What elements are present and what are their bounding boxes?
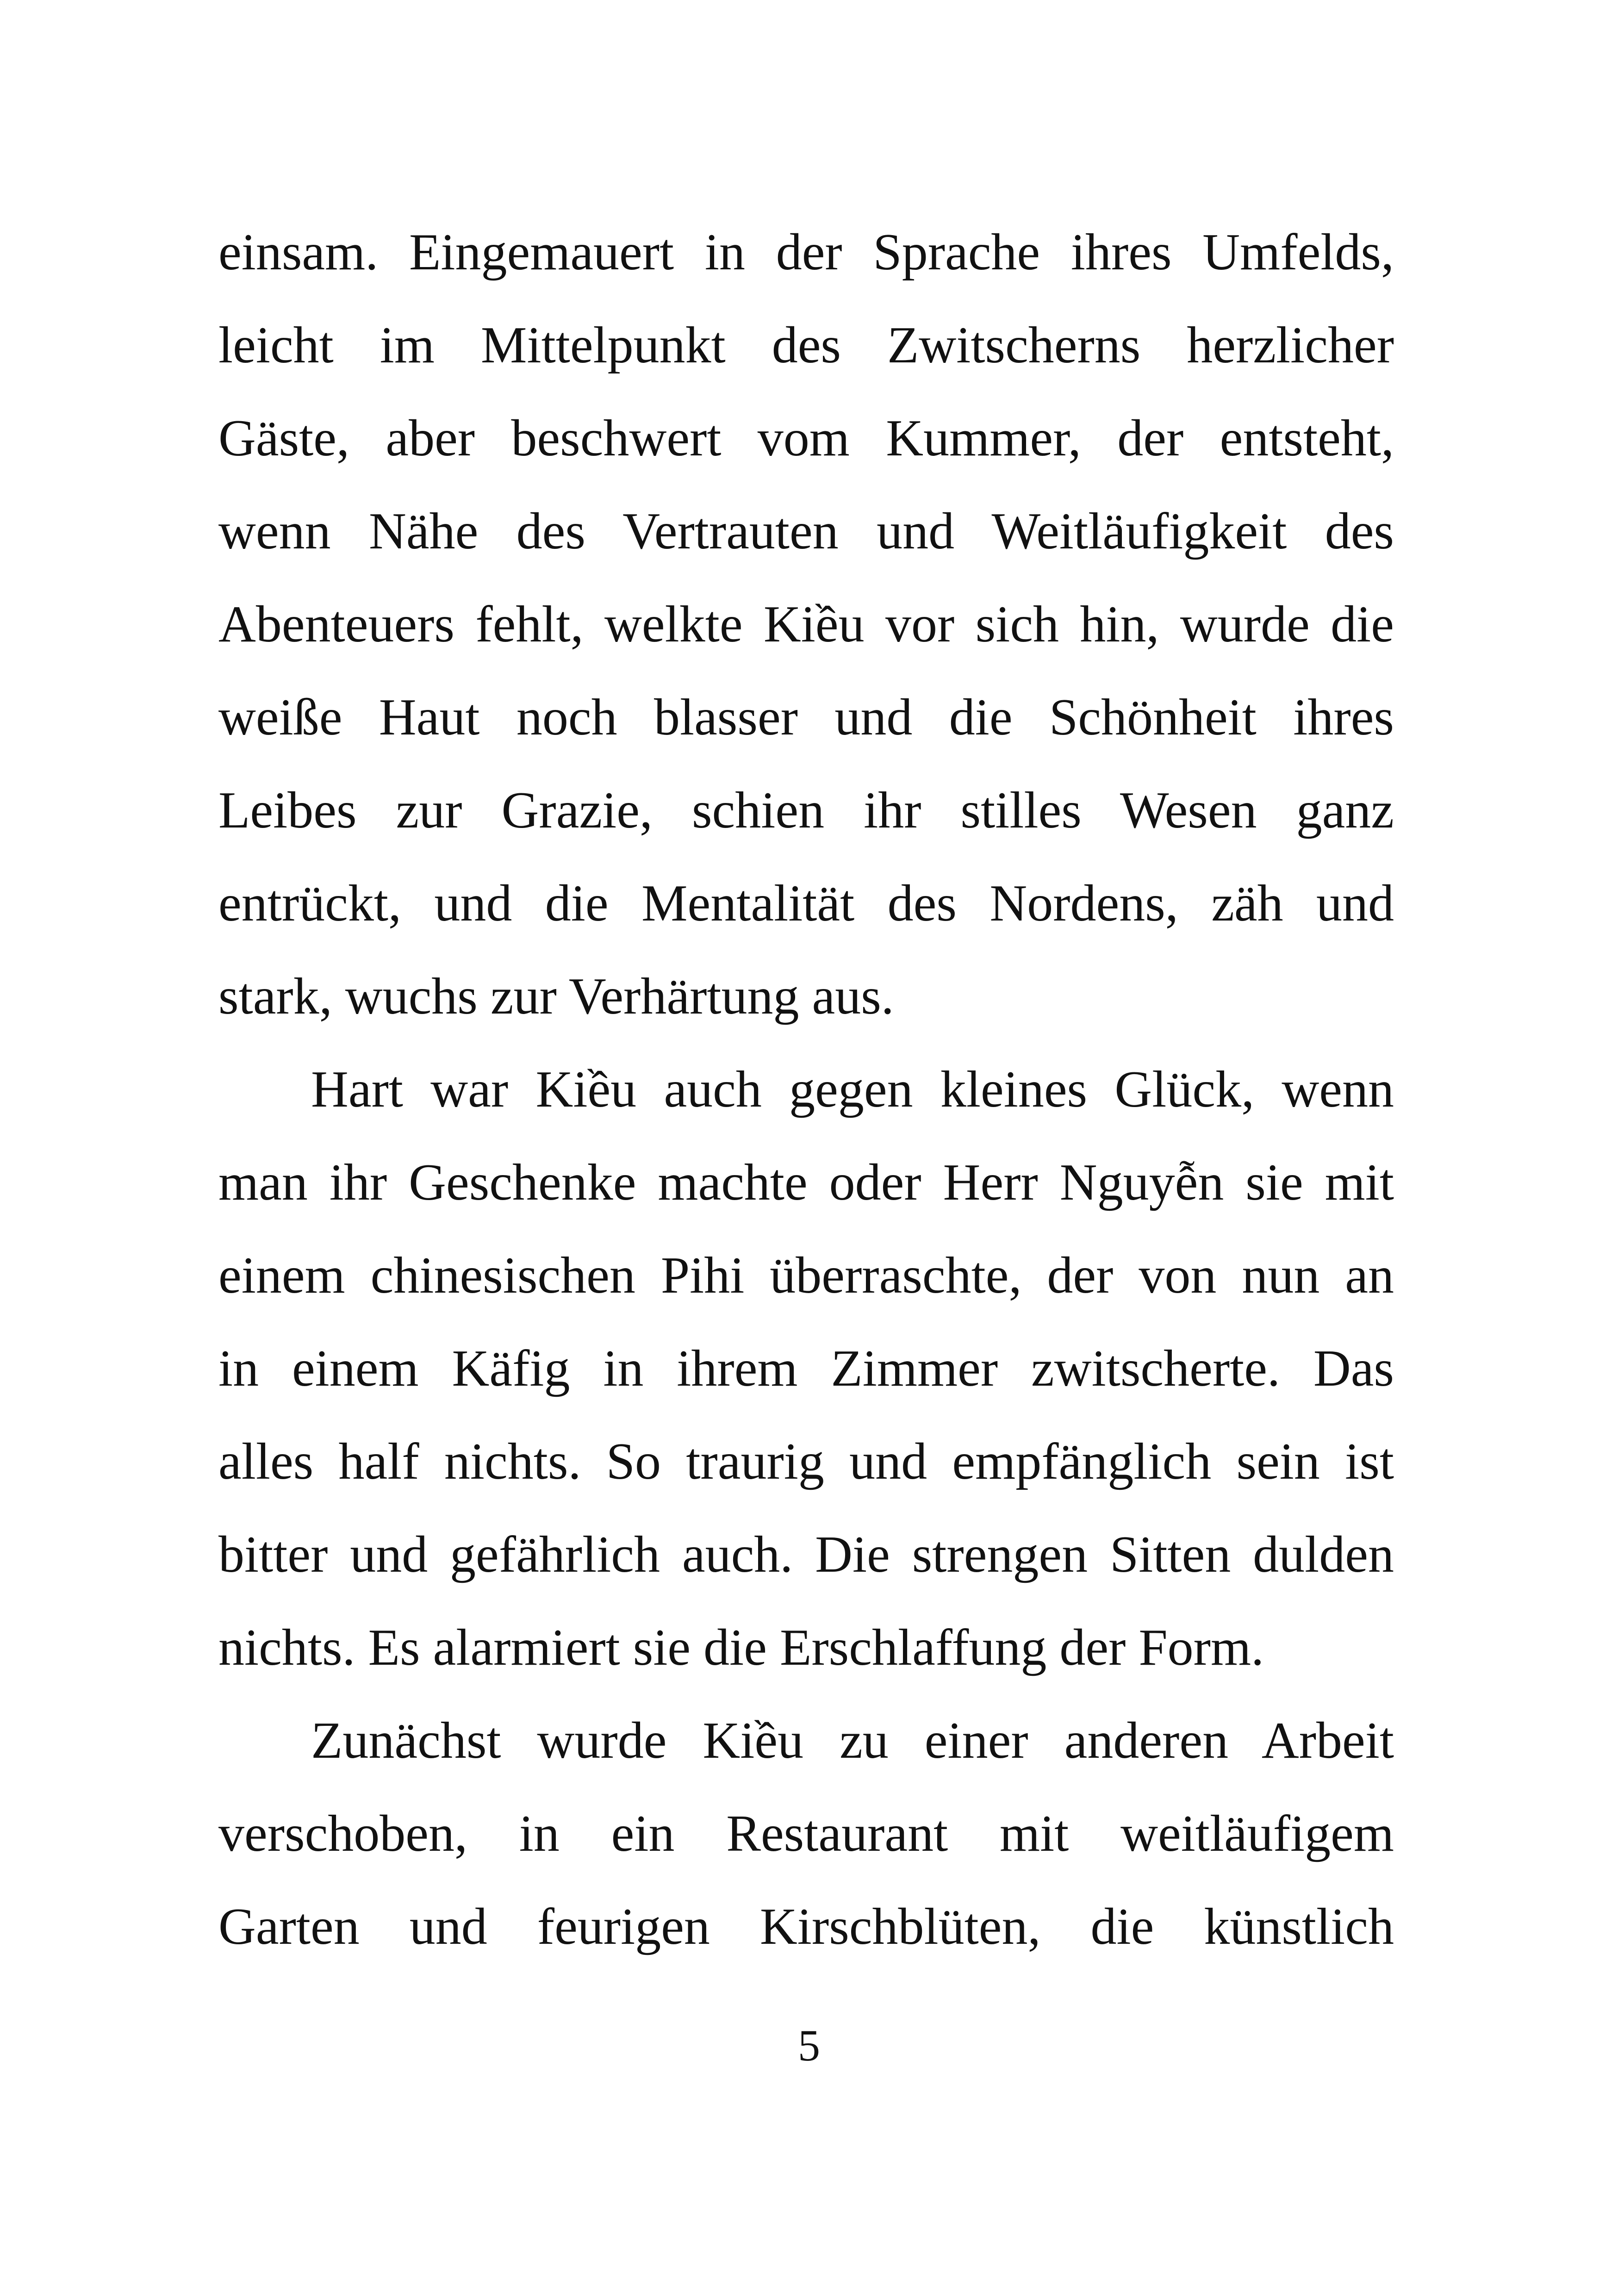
text-line: Hart war Kiều auch gegen kleines Glück, wenn	[311, 1061, 1394, 1118]
page-number: 5	[798, 2021, 820, 2070]
text-line: alles half nichts. So traurig und empfänglich sein ist	[218, 1433, 1394, 1490]
text-line: stark, wuchs zur Verhärtung aus.	[218, 968, 894, 1025]
text-line: Zunächst wurde Kiều zu einer anderen Arbeit	[311, 1712, 1394, 1769]
text-line: einsam. Eingemauert in der Sprache ihres Umfelds,	[218, 224, 1394, 281]
text-line: einem chinesischen Pihi überraschte, der von nun an	[218, 1247, 1394, 1304]
text-line: Leibes zur Grazie, schien ihr stilles Wesen ganz	[218, 782, 1394, 839]
text-line: bitter und gefährlich auch. Die strengen Sitten dulden	[218, 1526, 1394, 1583]
text-line: man ihr Geschenke machte oder Herr Nguyễn sie mit	[218, 1154, 1394, 1211]
text-line: in einem Käfig in ihrem Zimmer zwitscherte. Das	[218, 1340, 1394, 1397]
text-line: Abenteuers fehlt, welkte Kiều vor sich hin, wurde die	[218, 596, 1394, 653]
text-line: entrückt, und die Mentalität des Nordens, zäh und	[218, 875, 1394, 932]
text-line: Gäste, aber beschwert vom Kummer, der entsteht,	[218, 410, 1394, 467]
text-line: nichts. Es alarmiert sie die Erschlaffung der Form.	[218, 1619, 1264, 1676]
body-text	[218, 206, 1394, 1973]
text-line: weiße Haut noch blasser und die Schönheit ihres	[218, 689, 1394, 746]
text-line: verschoben, in ein Restaurant mit weitläufigem	[218, 1805, 1394, 1862]
text-line: leicht im Mittelpunkt des Zwitscherns herzlicher	[218, 317, 1394, 374]
text-line: Garten und feurigen Kirschblüten, die künstlich	[218, 1898, 1394, 1955]
text-line: wenn Nähe des Vertrauten und Weitläufigkeit des	[218, 503, 1394, 560]
